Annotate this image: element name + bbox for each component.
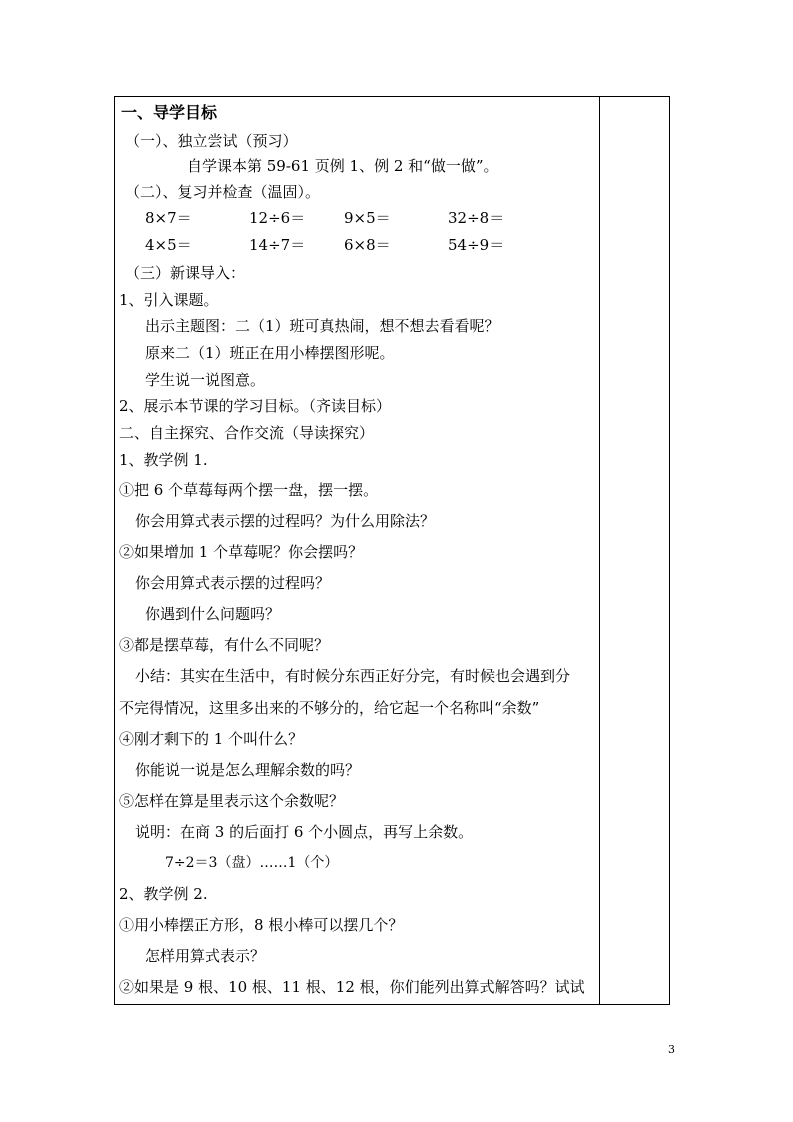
text-line: 说明：在商 3 的后面打 6 个小圆点，再写上余数。 xyxy=(135,823,474,841)
division-expression: 7÷2＝3（盘）……1（个） xyxy=(165,855,339,871)
review-expr: 8×7＝ xyxy=(145,209,192,227)
text-line: ②如果增加 1 个草莓呢？你会摆吗？ xyxy=(119,543,364,561)
summary-line: 小结：其实在生活中，有时候分东西正好分完，有时候也会遇到分 xyxy=(135,667,571,685)
text-line: ③都是摆草莓，有什么不同呢？ xyxy=(119,636,330,654)
text-line: 你会用算式表示摆的过程吗？ xyxy=(135,574,331,592)
text-line: 学生说一说图意。 xyxy=(145,371,266,389)
self-study-text: 自学课本第 59-61 页例 1、例 2 和“做一做”。 xyxy=(187,157,499,175)
text-line: 原来二（1）班正在用小棒摆图形呢。 xyxy=(145,344,395,362)
section-review: （二）、复习并检查（温固）。 xyxy=(125,183,321,201)
text-line: 出示主题图：二（1）班可真热闹，想不想去看看呢？ xyxy=(145,317,500,335)
text-line: 2、教学例 2. xyxy=(119,885,208,903)
text-line: 你会用算式表示摆的过程吗？为什么用除法？ xyxy=(135,512,436,530)
review-expr: 14÷7＝ xyxy=(249,236,306,254)
text-line: 1、教学例 1. xyxy=(119,451,208,469)
text-line: ④刚才剩下的 1 个叫什么？ xyxy=(119,730,304,748)
review-expr: 54÷9＝ xyxy=(448,236,505,254)
heading-objectives: 一、导学目标 xyxy=(121,103,218,122)
review-expr: 4×5＝ xyxy=(145,236,192,254)
text-line: ①把 6 个草莓每两个摆一盘，摆一摆。 xyxy=(119,481,379,499)
page-number: 3 xyxy=(668,1043,675,1056)
section-intro: （三）新课导入： xyxy=(125,264,246,282)
text-line: 你能说一说是怎么理解余数的吗？ xyxy=(135,761,361,779)
section-explore: 二、自主探究、合作交流（导读探究） xyxy=(119,424,375,442)
text-line: ②如果是 9 根、10 根、11 根、12 根，你们能列出算式解答吗？试试 xyxy=(119,978,585,996)
text-line: 2、展示本节课的学习目标。（齐读目标） xyxy=(119,397,392,415)
text-line: 你遇到什么问题吗？ xyxy=(145,605,281,623)
review-expr: 12÷6＝ xyxy=(249,209,306,227)
column-divider xyxy=(599,97,600,1004)
summary-line: 不完得情况，这里多出来的不够分的，给它起一个名称叫“余数” xyxy=(119,699,540,717)
lesson-table xyxy=(114,96,670,1005)
text-line: 1、引入课题。 xyxy=(119,291,219,309)
review-expr: 6×8＝ xyxy=(344,236,391,254)
review-expr: 32÷8＝ xyxy=(448,209,505,227)
text-line: ①用小棒摆正方形，8 根小棒可以摆几个？ xyxy=(119,916,404,934)
text-line: 怎样用算式表示？ xyxy=(145,947,266,965)
text-line: ⑤怎样在算是里表示这个余数呢？ xyxy=(119,792,345,810)
section-self-try: （一）、独立尝试（预习） xyxy=(125,132,298,150)
review-expr: 9×5＝ xyxy=(344,209,391,227)
